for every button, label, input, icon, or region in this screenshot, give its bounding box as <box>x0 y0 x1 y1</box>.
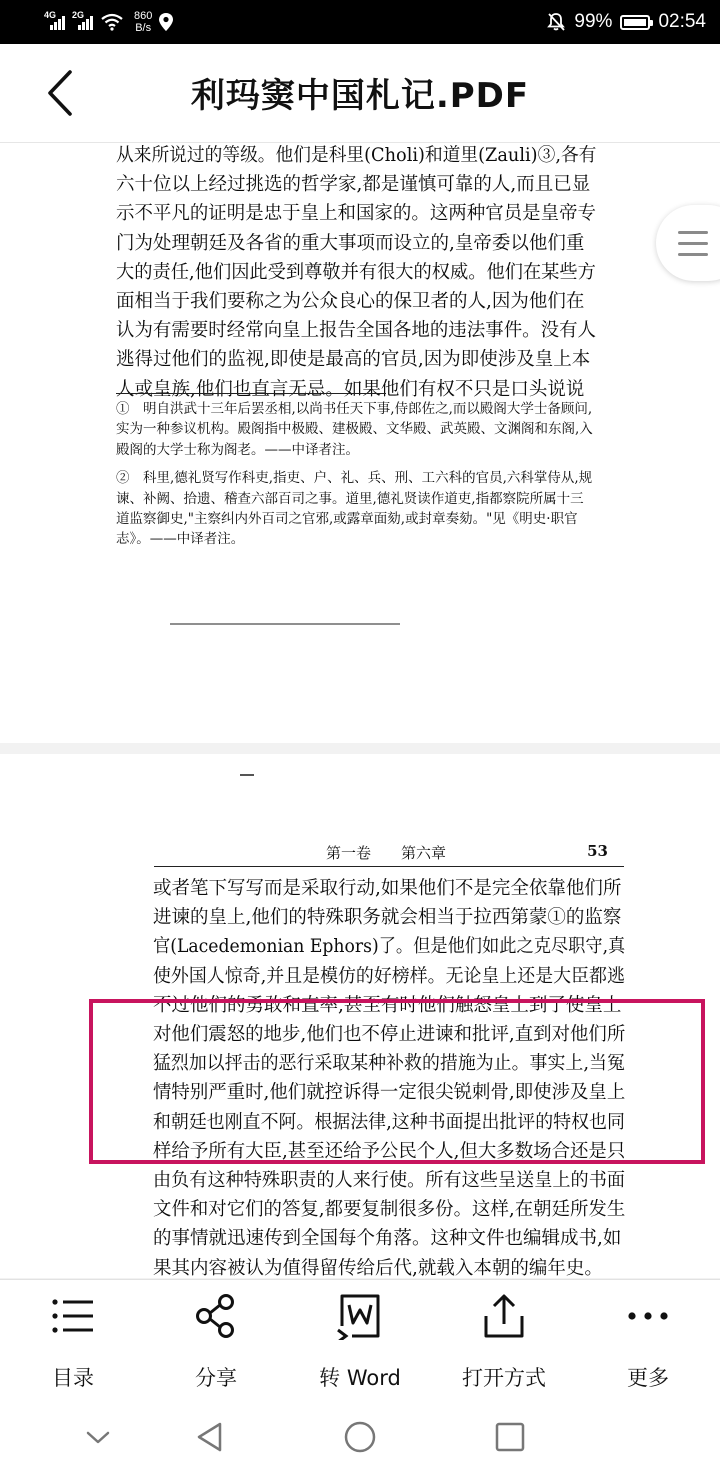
page1-line: 人或皇族,他们也直言无忌。如果他们有权不只是口头说说 <box>116 378 585 400</box>
open-with-button[interactable] <box>434 1292 574 1392</box>
open-with-label: 打开方式 <box>462 1366 546 1390</box>
bottom-toolbar <box>0 1279 720 1406</box>
page2-line: 由负有这种特殊职责的人来行使。所有这些呈送皇上的书面 <box>153 1170 626 1192</box>
page2-line: 样给予所有大臣,甚至还给予公民个人,但大多数场合还是只 <box>153 1140 626 1162</box>
page2-line: 使外国人惊奇,并且是模仿的好榜样。无论皇上还是大臣都逃 <box>153 965 625 987</box>
page-number: 53 <box>587 842 608 860</box>
page1-line: 大的责任,他们因此受到尊敬并有很大的权威。他们在某些方 <box>116 261 596 283</box>
mute-icon <box>546 12 566 32</box>
page2-line: 情特别严重时,他们就控诉得一定很尖锐刺骨,即使涉及皇上 <box>153 1082 626 1104</box>
page2-line: 猛烈加以抨击的恶行采取某种补救的措施为止。事实上,当冤 <box>153 1053 625 1075</box>
footnote-2: ② 科里,德礼贤写作科吏,指吏、户、礼、兵、刑、工六科的官员,六科掌侍从,规谏、补阙、拾遗、稽查六部百司之事。道里,德礼贤读作道吏,指都察院所属十三道监察御史,"主察纠内外百司之官邪,或露章面劾,或封章奏劾。"见《明史·职官志》。——中译者注。 <box>116 470 593 548</box>
battery-icon <box>620 15 650 30</box>
more-icon <box>624 1292 672 1340</box>
share-label: 分享 <box>195 1366 237 1390</box>
convert-word-button[interactable] <box>290 1292 430 1392</box>
more-button[interactable] <box>578 1292 718 1392</box>
page1-line: 门为处理朝廷及各省的重大事项而设立的,皇帝委以他们重 <box>116 232 585 254</box>
page1-line: 从来所说过的等级。他们是科里(Choli)和道里(Zauli)③,各有 <box>116 145 597 166</box>
page2-line: 果其内容被认为值得留传给后代,就载入本朝的编年史。 <box>153 1257 603 1279</box>
page2-line: 对他们震怒的地步,他们也不停止进谏和批评,直到对他们所 <box>153 1024 626 1046</box>
share-button[interactable] <box>146 1292 286 1392</box>
open-with-icon <box>480 1292 528 1340</box>
page2-line: 和朝廷也刚直不阿。根据法律,这种书面提出批评的特权也同 <box>153 1111 625 1133</box>
convert-word-label: 转 Word <box>319 1366 401 1390</box>
page2-line: 官(Lacedemonian Ephors)了。但是他们如此之克尽职守,真 <box>153 936 626 958</box>
document-title: 利玛窦中国札记.PDF <box>190 76 530 116</box>
app-header <box>0 44 720 143</box>
more-label: 更多 <box>627 1366 669 1390</box>
page1-line: 示不平凡的证明是忠于皇上和国家的。这两种官员是皇帝专 <box>116 203 597 225</box>
pdf-page-1[interactable] <box>0 143 720 743</box>
nav-back-icon[interactable] <box>190 1417 230 1457</box>
collapse-chevron-icon[interactable] <box>78 1417 118 1457</box>
page1-footnotes <box>116 399 596 550</box>
page2-line: 不过他们的勇敢和直率,甚至有时他们触怒皇上到了使皇上 <box>153 994 622 1016</box>
location-icon <box>158 12 174 32</box>
nav-home-icon[interactable] <box>340 1417 380 1457</box>
page1-line: 面相当于我们要称之为公众良心的保卫者的人,因为他们在 <box>116 291 585 313</box>
menu-lines-icon <box>678 231 708 264</box>
wifi-icon <box>100 13 124 31</box>
word-icon <box>336 1292 384 1340</box>
page1-line: 认为有需要时经常向皇上报告全国各地的违法事件。没有人 <box>116 320 597 342</box>
network-speed: 860 B/s <box>134 10 153 34</box>
page2-line: 进谏的皇上,他们的特殊职务就会相当于拉西第蒙①的监察 <box>153 907 622 929</box>
page2-line: 或者笔下写写而是采取行动,如果他们不是完全依靠他们所 <box>153 878 622 899</box>
chapter-heading: 第一卷 第六章 <box>326 844 447 862</box>
page2-line: 的事情就迅速传到全国每个角落。这种文件也编辑成书,如 <box>153 1228 622 1250</box>
system-nav-bar <box>0 1405 720 1469</box>
highlight-box <box>89 999 705 1164</box>
page1-line: 六十位以上经过挑选的哲学家,都是谨慎可靠的人,而且已显 <box>116 174 591 196</box>
page2-line: 文件和对它们的答复,都要复制很多份。这样,在朝廷所发生 <box>153 1199 626 1221</box>
page1-body <box>116 141 596 404</box>
scan-artifact <box>240 774 254 776</box>
running-header <box>154 840 624 867</box>
signal-icon-2: 2G <box>72 14 94 30</box>
signal-icon-1: 4G <box>44 14 66 30</box>
nav-recents-icon[interactable] <box>490 1417 530 1457</box>
page1-line: 逃得过他们的监视,即使是最高的官员,因为即使涉及皇上本 <box>116 349 591 371</box>
scan-artifact <box>170 623 400 625</box>
footnote-rule <box>116 393 386 394</box>
toc-button[interactable] <box>3 1292 143 1392</box>
share-icon <box>192 1292 240 1340</box>
list-icon <box>49 1292 97 1340</box>
toc-label: 目录 <box>52 1366 94 1390</box>
status-bar <box>0 0 720 44</box>
footnote-1: ① 明自洪武十三年后罢丞相,以尚书任天下事,侍郎佐之,而以殿阁大学士备顾问,实为一种参议机构。殿阁指中极殿、建极殿、文华殿、武英殿、文渊阁和东阁,入殿阁的大学士称为阁老。——中译者注。 <box>116 401 593 458</box>
battery-percent: 99% <box>574 11 613 32</box>
clock: 02:54 <box>658 11 706 32</box>
